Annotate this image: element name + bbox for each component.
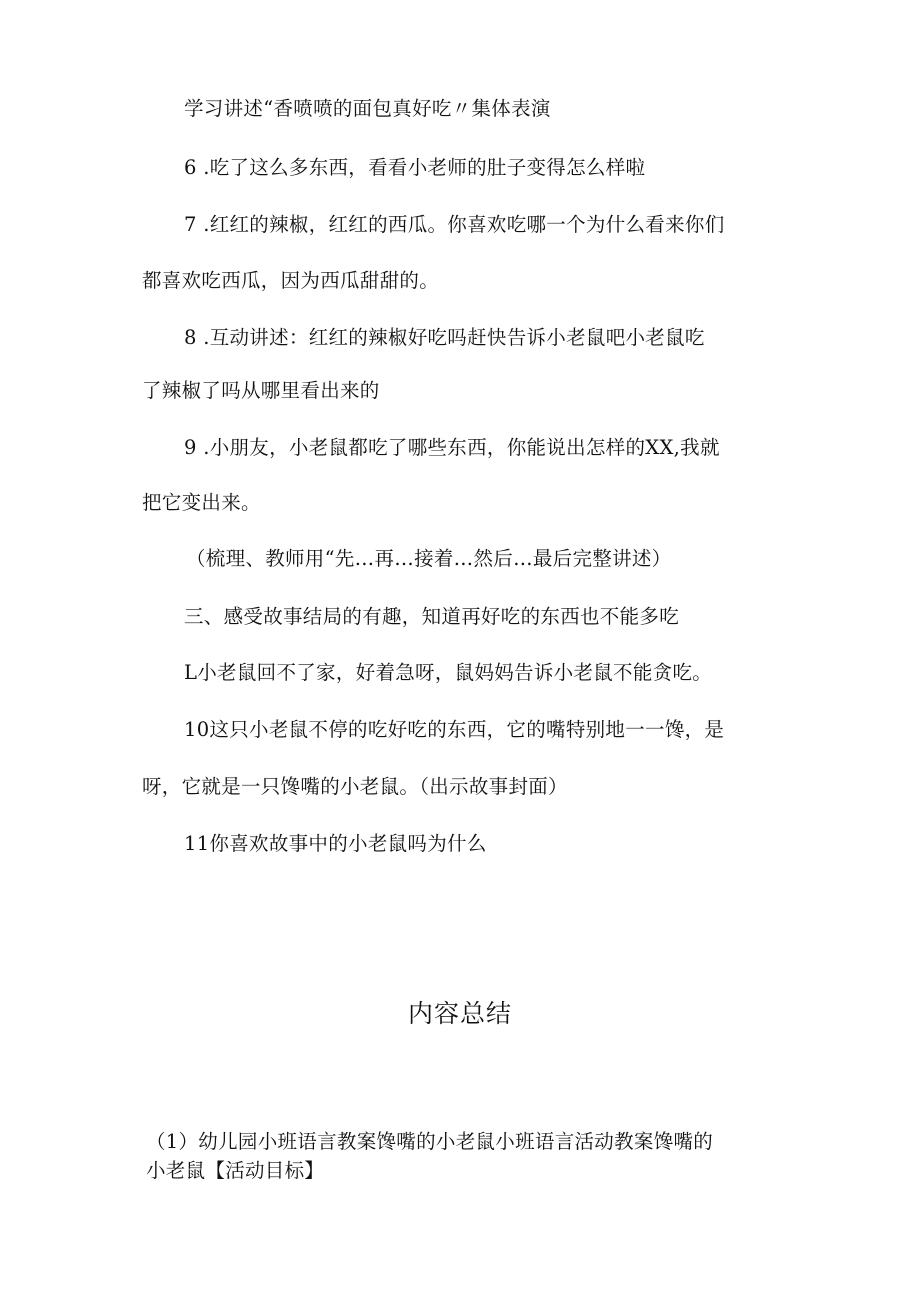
summary-title: 内容总结 bbox=[407, 999, 512, 1028]
summary-text-line-2: 小老鼠【活动目标】 bbox=[146, 1159, 325, 1182]
text-line-performance: 学习讲述“香喷喷的面包真好吃〃集体表演 bbox=[184, 97, 551, 120]
text-line-summary-note: （梳理、教师用“先…再…接着…然后…最后完整讲述） bbox=[186, 547, 672, 570]
text-line-item-7-cont: 都喜欢吃西瓜，因为西瓜甜甜的。 bbox=[142, 269, 440, 292]
text-line-item-9-cont: 把它变出来。 bbox=[142, 491, 261, 514]
section-heading-three: 三、感受故事结局的有趣，知道再好吃的东西也不能多吃 bbox=[184, 605, 680, 628]
text-line-item-11: 11你喜欢故事中的小老鼠吗为什么 bbox=[184, 832, 487, 855]
text-line-item-6: 6 .吃了这么多东西，看看小老师的肚子变得怎么样啦 bbox=[184, 156, 646, 179]
text-line-item-10-cont: 呀，它就是一只馋嘴的小老鼠。（出示故事封面） bbox=[142, 775, 568, 798]
text-line-item-8-cont: 了辣椒了吗从哪里看出来的 bbox=[142, 379, 380, 402]
text-line-item-10: 10这只小老鼠不停的吃好吃的东西，它的嘴特别地一一馋，是 bbox=[184, 718, 725, 741]
summary-text-line-1: （1）幼儿园小班语言教案馋嘴的小老鼠小班语言活动教案馋嘴的 bbox=[146, 1130, 714, 1153]
text-line-item-9: 9 .小朋友，小老鼠都吃了哪些东西，你能说出怎样的XX,我就 bbox=[184, 436, 720, 459]
text-line-item-7: 7 .红红的辣椒，红红的西瓜。你喜欢吃哪一个为什么看来你们 bbox=[184, 213, 725, 236]
text-line-item-8: 8 .互动讲述：红红的辣椒好吃吗赶快告诉小老鼠吧小老鼠吃 bbox=[184, 326, 705, 349]
text-line-item-1: L小老鼠回不了家，好着急呀，鼠妈妈告诉小老鼠不能贪吃。 bbox=[184, 661, 713, 684]
